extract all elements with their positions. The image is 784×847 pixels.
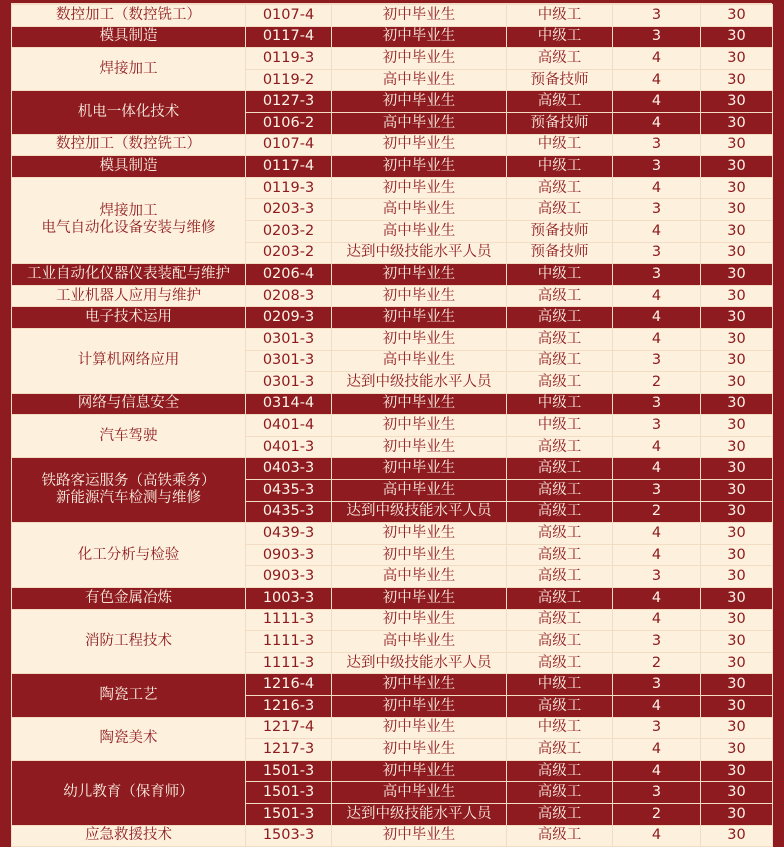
program-code-cell: 0439-3 xyxy=(246,523,332,545)
major-name-cell xyxy=(12,415,246,458)
study-years-cell: 4 xyxy=(613,458,701,480)
study-years-cell: 4 xyxy=(613,285,701,307)
enrollment-count-cell: 30 xyxy=(701,220,773,242)
study-years-cell: 2 xyxy=(613,372,701,394)
study-years-cell: 3 xyxy=(613,674,701,696)
major-name: 汽车驾驶 xyxy=(99,427,158,444)
table-row xyxy=(12,717,773,739)
qualification-level-cell: 高级工 xyxy=(507,588,613,610)
entry-requirement-cell: 初中毕业生 xyxy=(332,544,507,566)
entry-requirement-cell: 初中毕业生 xyxy=(332,760,507,782)
enrollment-count-cell: 30 xyxy=(701,717,773,739)
enrollment-count-cell: 30 xyxy=(701,69,773,91)
major-name-cell xyxy=(12,177,246,263)
enrollment-count-cell: 30 xyxy=(701,199,773,221)
enrollment-count-cell: 30 xyxy=(701,328,773,350)
major-name-cell xyxy=(12,307,246,329)
enrollment-count-cell: 30 xyxy=(701,177,773,199)
major-name: 陶瓷工艺 xyxy=(99,687,158,703)
qualification-level-cell: 高级工 xyxy=(507,436,613,458)
qualification-level-cell: 高级工 xyxy=(507,328,613,350)
program-code-cell: 1111-3 xyxy=(246,631,332,653)
major-name: 工业自动化仪器仪表装配与维护 xyxy=(27,265,230,282)
major-name-cell xyxy=(12,5,246,27)
study-years-cell: 3 xyxy=(613,566,701,588)
entry-requirement-cell: 高中毕业生 xyxy=(332,199,507,221)
program-code-cell: 0435-3 xyxy=(246,501,332,523)
major-name: 机电一体化技术 xyxy=(77,103,180,120)
study-years-cell: 3 xyxy=(613,264,701,286)
entry-requirement-cell: 高中毕业生 xyxy=(332,112,507,134)
program-code-cell: 0117-4 xyxy=(246,26,332,48)
entry-requirement-cell: 初中毕业生 xyxy=(332,26,507,48)
study-years-cell: 4 xyxy=(613,544,701,566)
table-row xyxy=(12,523,773,545)
entry-requirement-cell: 初中毕业生 xyxy=(332,674,507,696)
major-name: 幼儿教育（保育师） xyxy=(63,784,194,801)
major-name-cell xyxy=(12,523,246,588)
major-name: 模具制造 xyxy=(99,157,158,174)
program-code-cell: 0206-4 xyxy=(246,264,332,286)
enrollment-count-cell: 30 xyxy=(701,609,773,631)
entry-requirement-cell: 高中毕业生 xyxy=(332,782,507,804)
program-code-cell: 0203-2 xyxy=(246,220,332,242)
study-years-cell: 4 xyxy=(613,523,701,545)
table-row xyxy=(12,26,773,48)
qualification-level-cell: 高级工 xyxy=(507,307,613,329)
study-years-cell: 4 xyxy=(613,760,701,782)
enrollment-count-cell: 30 xyxy=(701,782,773,804)
table-body xyxy=(12,5,773,847)
study-years-cell: 3 xyxy=(613,5,701,27)
qualification-level-cell: 高级工 xyxy=(507,696,613,718)
table-row xyxy=(12,760,773,782)
qualification-level-cell: 高级工 xyxy=(507,199,613,221)
study-years-cell: 3 xyxy=(613,631,701,653)
entry-requirement-cell: 初中毕业生 xyxy=(332,177,507,199)
table-row xyxy=(12,588,773,610)
entry-requirement-cell: 达到中级技能水平人员 xyxy=(332,803,507,825)
entry-requirement-cell: 初中毕业生 xyxy=(332,264,507,286)
enrollment-count-cell: 30 xyxy=(701,674,773,696)
program-code-cell: 0401-3 xyxy=(246,436,332,458)
program-code-cell: 0119-3 xyxy=(246,177,332,199)
qualification-level-cell: 高级工 xyxy=(507,501,613,523)
program-code-cell: 0203-2 xyxy=(246,242,332,264)
enrollment-count-cell: 30 xyxy=(701,307,773,329)
enrollment-count-cell: 30 xyxy=(701,26,773,48)
major-name: 陶瓷美术 xyxy=(99,730,158,747)
qualification-level-cell: 中级工 xyxy=(507,674,613,696)
major-name-cell xyxy=(12,825,246,847)
program-code-cell: 0209-3 xyxy=(246,307,332,329)
table-row xyxy=(12,177,773,199)
major-name-cell xyxy=(12,674,246,717)
major-name: 电气自动化设备安装与维修 xyxy=(41,220,216,237)
major-name-cell xyxy=(12,91,246,134)
study-years-cell: 4 xyxy=(613,91,701,113)
entry-requirement-cell: 初中毕业生 xyxy=(332,825,507,847)
major-name: 化工分析与检验 xyxy=(77,546,180,563)
study-years-cell: 3 xyxy=(613,350,701,372)
qualification-level-cell: 中级工 xyxy=(507,717,613,739)
entry-requirement-cell: 达到中级技能水平人员 xyxy=(332,372,507,394)
study-years-cell: 3 xyxy=(613,199,701,221)
program-code-cell: 1003-3 xyxy=(246,588,332,610)
study-years-cell: 2 xyxy=(613,501,701,523)
program-code-cell: 0401-4 xyxy=(246,415,332,437)
enrollment-count-cell: 30 xyxy=(701,803,773,825)
major-name: 计算机网络应用 xyxy=(77,352,180,369)
entry-requirement-cell: 初中毕业生 xyxy=(332,48,507,70)
qualification-level-cell: 高级工 xyxy=(507,739,613,761)
qualification-level-cell: 预备技师 xyxy=(507,112,613,134)
major-name-cell xyxy=(12,609,246,674)
entry-requirement-cell: 高中毕业生 xyxy=(332,69,507,91)
qualification-level-cell: 预备技师 xyxy=(507,242,613,264)
table-row xyxy=(12,674,773,696)
entry-requirement-cell: 初中毕业生 xyxy=(332,285,507,307)
study-years-cell: 3 xyxy=(613,242,701,264)
table-row xyxy=(12,415,773,437)
table-row xyxy=(12,134,773,156)
table-row xyxy=(12,825,773,847)
entry-requirement-cell: 初中毕业生 xyxy=(332,156,507,178)
enrollment-count-cell: 30 xyxy=(701,480,773,502)
qualification-level-cell: 高级工 xyxy=(507,350,613,372)
program-code-cell: 0127-3 xyxy=(246,91,332,113)
enrollment-count-cell: 30 xyxy=(701,285,773,307)
entry-requirement-cell: 初中毕业生 xyxy=(332,91,507,113)
table-row xyxy=(12,264,773,286)
program-code-cell: 0119-3 xyxy=(246,48,332,70)
major-name: 新能源汽车检测与维修 xyxy=(56,490,201,507)
program-code-cell: 0403-3 xyxy=(246,458,332,480)
qualification-level-cell: 高级工 xyxy=(507,91,613,113)
program-code-cell: 1501-3 xyxy=(246,782,332,804)
enrollment-count-cell: 30 xyxy=(701,501,773,523)
table-row xyxy=(12,328,773,350)
qualification-level-cell: 高级工 xyxy=(507,523,613,545)
study-years-cell: 4 xyxy=(613,588,701,610)
entry-requirement-cell: 初中毕业生 xyxy=(332,436,507,458)
entry-requirement-cell: 初中毕业生 xyxy=(332,717,507,739)
major-name: 模具制造 xyxy=(99,28,158,45)
enrollment-count-cell: 30 xyxy=(701,739,773,761)
qualification-level-cell: 中级工 xyxy=(507,134,613,156)
enrollment-count-cell: 30 xyxy=(701,48,773,70)
enrollment-count-cell: 30 xyxy=(701,436,773,458)
major-name-cell xyxy=(12,760,246,825)
study-years-cell: 4 xyxy=(613,696,701,718)
study-years-cell: 4 xyxy=(613,112,701,134)
entry-requirement-cell: 初中毕业生 xyxy=(332,415,507,437)
table-row xyxy=(12,285,773,307)
table-row xyxy=(12,156,773,178)
qualification-level-cell: 高级工 xyxy=(507,544,613,566)
qualification-level-cell: 中级工 xyxy=(507,156,613,178)
program-code-cell: 0301-3 xyxy=(246,350,332,372)
study-years-cell: 3 xyxy=(613,393,701,415)
program-code-cell: 1501-3 xyxy=(246,803,332,825)
entry-requirement-cell: 初中毕业生 xyxy=(332,307,507,329)
entry-requirement-cell: 达到中级技能水平人员 xyxy=(332,652,507,674)
qualification-level-cell: 中级工 xyxy=(507,5,613,27)
qualification-level-cell: 高级工 xyxy=(507,372,613,394)
major-name: 数控加工（数控铣工） xyxy=(56,6,201,23)
study-years-cell: 4 xyxy=(613,609,701,631)
study-years-cell: 3 xyxy=(613,782,701,804)
program-code-cell: 0208-3 xyxy=(246,285,332,307)
study-years-cell: 4 xyxy=(613,220,701,242)
major-name: 应急救援技术 xyxy=(85,827,172,844)
study-years-cell: 4 xyxy=(613,69,701,91)
enrollment-count-cell: 30 xyxy=(701,112,773,134)
program-code-cell: 0903-3 xyxy=(246,566,332,588)
program-code-cell: 0107-4 xyxy=(246,5,332,27)
program-code-cell: 0435-3 xyxy=(246,480,332,502)
study-years-cell: 3 xyxy=(613,480,701,502)
study-years-cell: 4 xyxy=(613,48,701,70)
qualification-level-cell: 预备技师 xyxy=(507,220,613,242)
entry-requirement-cell: 达到中级技能水平人员 xyxy=(332,501,507,523)
study-years-cell: 4 xyxy=(613,328,701,350)
major-name-cell xyxy=(12,156,246,178)
enrollment-count-cell: 30 xyxy=(701,652,773,674)
major-name-cell xyxy=(12,717,246,760)
enrollment-count-cell: 30 xyxy=(701,760,773,782)
major-name-cell xyxy=(12,328,246,393)
program-code-cell: 1217-4 xyxy=(246,717,332,739)
enrollment-count-cell: 30 xyxy=(701,631,773,653)
enrollment-count-cell: 30 xyxy=(701,350,773,372)
program-code-cell: 1216-3 xyxy=(246,696,332,718)
qualification-level-cell: 高级工 xyxy=(507,652,613,674)
major-name-cell xyxy=(12,588,246,610)
major-name-cell xyxy=(12,264,246,286)
major-name-cell xyxy=(12,134,246,156)
major-name: 电子技术运用 xyxy=(85,309,172,326)
major-name: 有色金属冶炼 xyxy=(85,589,172,606)
table-row xyxy=(12,307,773,329)
enrollment-count-cell: 30 xyxy=(701,5,773,27)
program-code-cell: 0301-3 xyxy=(246,372,332,394)
study-years-cell: 3 xyxy=(613,717,701,739)
study-years-cell: 3 xyxy=(613,415,701,437)
major-name: 铁路客运服务（高铁乘务） xyxy=(41,473,216,490)
program-code-cell: 0119-2 xyxy=(246,69,332,91)
study-years-cell: 2 xyxy=(613,803,701,825)
qualification-level-cell: 高级工 xyxy=(507,458,613,480)
enrollment-count-cell: 30 xyxy=(701,156,773,178)
entry-requirement-cell: 初中毕业生 xyxy=(332,609,507,631)
major-name-cell xyxy=(12,393,246,415)
program-code-cell: 0117-4 xyxy=(246,156,332,178)
qualification-level-cell: 高级工 xyxy=(507,803,613,825)
enrollment-table xyxy=(11,4,773,847)
study-years-cell: 4 xyxy=(613,825,701,847)
program-code-cell: 1501-3 xyxy=(246,760,332,782)
qualification-level-cell: 高级工 xyxy=(507,566,613,588)
major-name: 焊接加工 xyxy=(99,203,158,220)
entry-requirement-cell: 初中毕业生 xyxy=(332,458,507,480)
entry-requirement-cell: 高中毕业生 xyxy=(332,480,507,502)
enrollment-count-cell: 30 xyxy=(701,134,773,156)
program-code-cell: 1111-3 xyxy=(246,652,332,674)
entry-requirement-cell: 高中毕业生 xyxy=(332,631,507,653)
enrollment-count-cell: 30 xyxy=(701,696,773,718)
entry-requirement-cell: 初中毕业生 xyxy=(332,393,507,415)
study-years-cell: 4 xyxy=(613,739,701,761)
entry-requirement-cell: 初中毕业生 xyxy=(332,588,507,610)
entry-requirement-cell: 高中毕业生 xyxy=(332,220,507,242)
entry-requirement-cell: 初中毕业生 xyxy=(332,739,507,761)
entry-requirement-cell: 初中毕业生 xyxy=(332,5,507,27)
qualification-level-cell: 高级工 xyxy=(507,177,613,199)
entry-requirement-cell: 高中毕业生 xyxy=(332,350,507,372)
enrollment-count-cell: 30 xyxy=(701,393,773,415)
enrollment-count-cell: 30 xyxy=(701,566,773,588)
program-code-cell: 0314-4 xyxy=(246,393,332,415)
enrollment-count-cell: 30 xyxy=(701,415,773,437)
major-name: 消防工程技术 xyxy=(85,633,172,650)
study-years-cell: 4 xyxy=(613,177,701,199)
enrollment-count-cell: 30 xyxy=(701,544,773,566)
table-row xyxy=(12,5,773,27)
enrollment-count-cell: 30 xyxy=(701,242,773,264)
table-row xyxy=(12,609,773,631)
major-name-cell xyxy=(12,48,246,91)
qualification-level-cell: 高级工 xyxy=(507,48,613,70)
qualification-level-cell: 中级工 xyxy=(507,264,613,286)
enrollment-table-container xyxy=(11,4,772,847)
table-row xyxy=(12,91,773,113)
qualification-level-cell: 高级工 xyxy=(507,631,613,653)
table-row xyxy=(12,48,773,70)
qualification-level-cell: 高级工 xyxy=(507,825,613,847)
study-years-cell: 2 xyxy=(613,652,701,674)
program-code-cell: 1503-3 xyxy=(246,825,332,847)
enrollment-count-cell: 30 xyxy=(701,458,773,480)
qualification-level-cell: 高级工 xyxy=(507,285,613,307)
entry-requirement-cell: 初中毕业生 xyxy=(332,134,507,156)
qualification-level-cell: 高级工 xyxy=(507,782,613,804)
table-row xyxy=(12,393,773,415)
qualification-level-cell: 中级工 xyxy=(507,393,613,415)
program-code-cell: 1216-4 xyxy=(246,674,332,696)
study-years-cell: 3 xyxy=(613,26,701,48)
program-code-cell: 0107-4 xyxy=(246,134,332,156)
program-code-cell: 1217-3 xyxy=(246,739,332,761)
major-name-cell xyxy=(12,285,246,307)
qualification-level-cell: 中级工 xyxy=(507,26,613,48)
enrollment-count-cell: 30 xyxy=(701,264,773,286)
enrollment-count-cell: 30 xyxy=(701,588,773,610)
program-code-cell: 0301-3 xyxy=(246,328,332,350)
program-code-cell: 0203-3 xyxy=(246,199,332,221)
qualification-level-cell: 中级工 xyxy=(507,415,613,437)
program-code-cell: 0106-2 xyxy=(246,112,332,134)
study-years-cell: 3 xyxy=(613,156,701,178)
major-name: 网络与信息安全 xyxy=(77,395,180,412)
entry-requirement-cell: 初中毕业生 xyxy=(332,523,507,545)
major-name-cell xyxy=(12,458,246,523)
major-name: 数控加工（数控铣工） xyxy=(56,136,201,153)
enrollment-count-cell: 30 xyxy=(701,91,773,113)
enrollment-count-cell: 30 xyxy=(701,825,773,847)
study-years-cell: 4 xyxy=(613,436,701,458)
entry-requirement-cell: 高中毕业生 xyxy=(332,566,507,588)
table-row xyxy=(12,458,773,480)
study-years-cell: 4 xyxy=(613,307,701,329)
major-name: 焊接加工 xyxy=(99,60,158,77)
study-years-cell: 3 xyxy=(613,134,701,156)
program-code-cell: 1111-3 xyxy=(246,609,332,631)
program-code-cell: 0903-3 xyxy=(246,544,332,566)
qualification-level-cell: 高级工 xyxy=(507,480,613,502)
qualification-level-cell: 预备技师 xyxy=(507,69,613,91)
qualification-level-cell: 高级工 xyxy=(507,760,613,782)
enrollment-count-cell: 30 xyxy=(701,523,773,545)
entry-requirement-cell: 初中毕业生 xyxy=(332,696,507,718)
qualification-level-cell: 高级工 xyxy=(507,609,613,631)
entry-requirement-cell: 达到中级技能水平人员 xyxy=(332,242,507,264)
major-name: 工业机器人应用与维护 xyxy=(56,287,201,304)
major-name-cell xyxy=(12,26,246,48)
entry-requirement-cell: 初中毕业生 xyxy=(332,328,507,350)
enrollment-count-cell: 30 xyxy=(701,372,773,394)
